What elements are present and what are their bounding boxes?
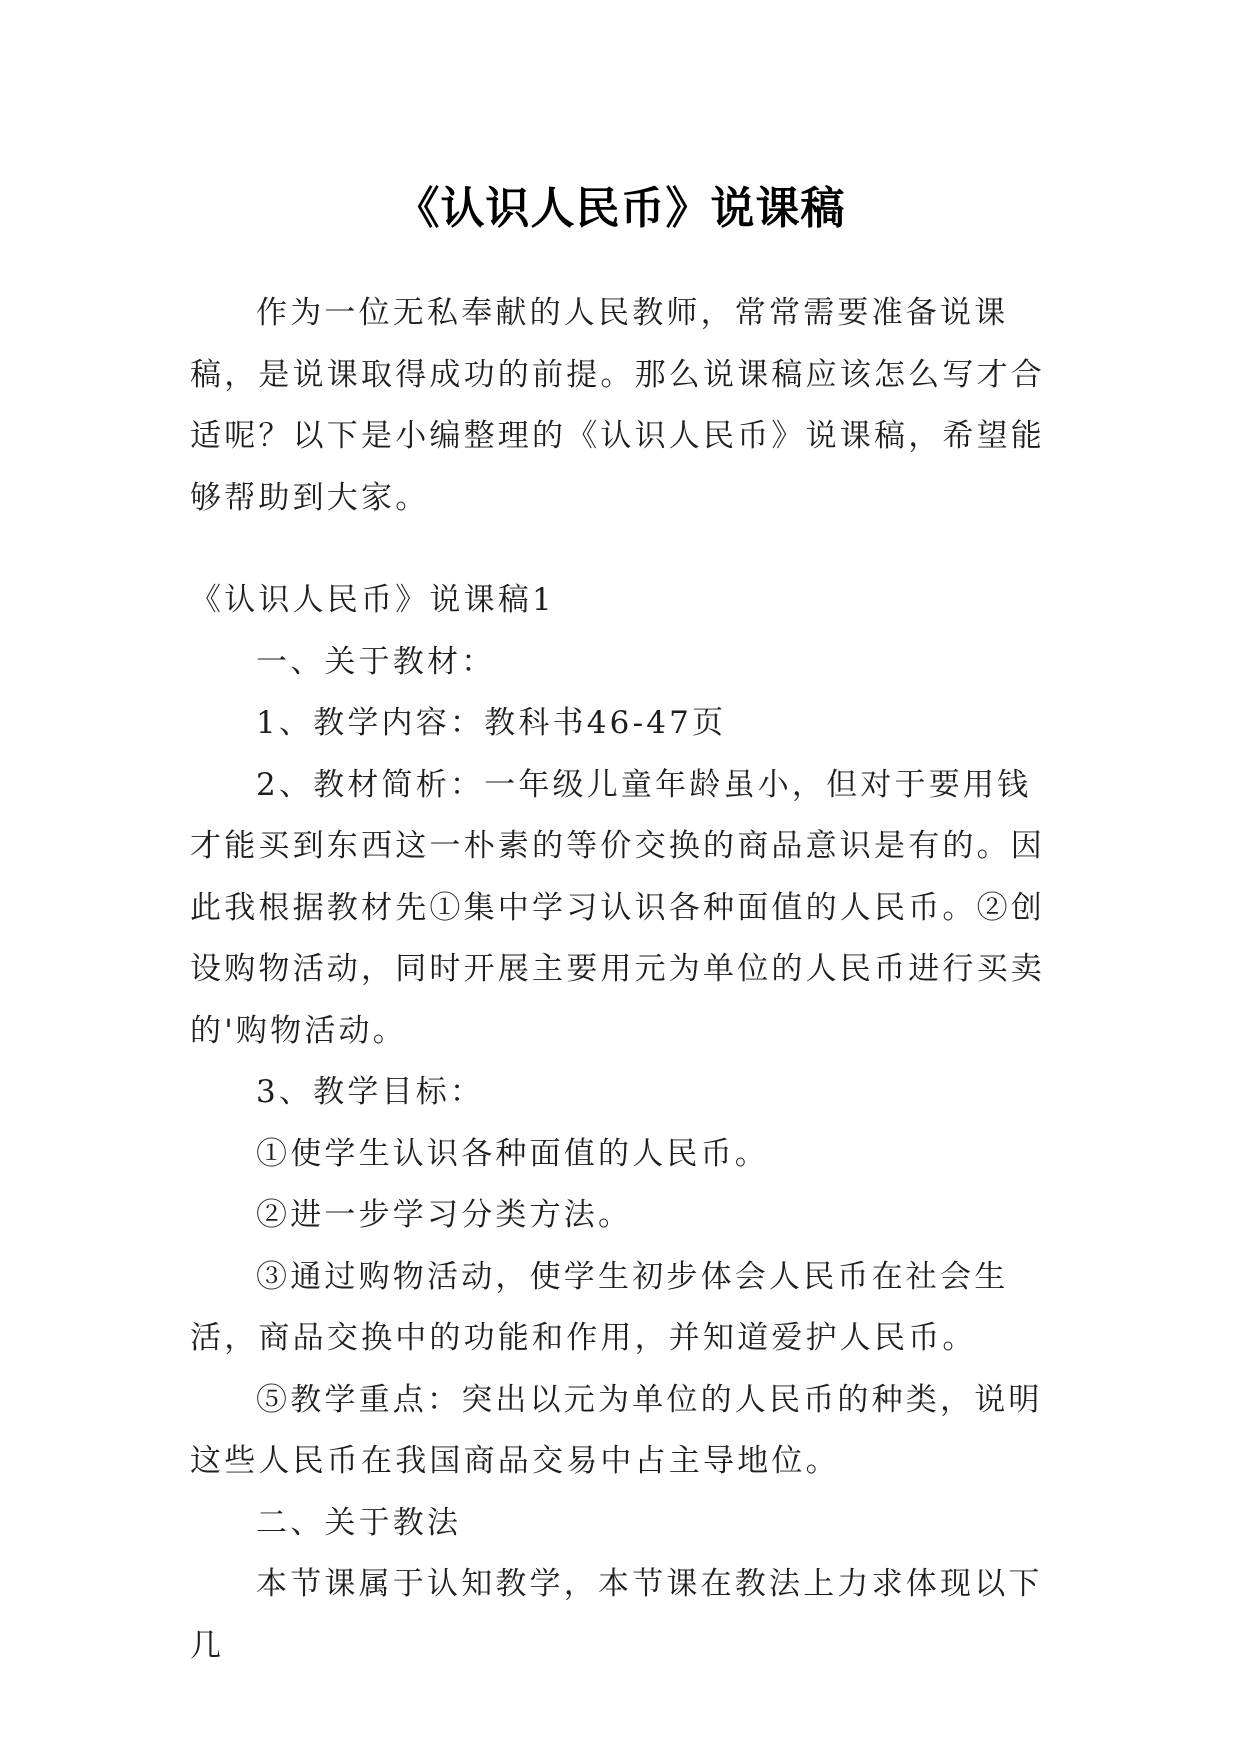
paragraph-goal-3: ③通过购物活动，使学生初步体会人民币在社会生活，商品交换中的功能和作用，并知道爱护人民币。 [190,1258,1009,1356]
paragraph-heading-textbook: 一、关于教材： [256,643,496,680]
document-title: 《认识人民币》说课稿 [395,183,846,235]
paragraph-teaching-goals: 3、教学目标： [256,1074,485,1110]
section-title: 《认识人民币》说课稿1 [190,582,555,618]
paragraph-teaching-content: 1、教学内容：教科书46-47页 [256,705,727,741]
intro-paragraph: 作为一位无私奉献的人民教师，常常需要准备说课稿，是说课取得成功的前提。那么说课稿应该怎么写才合适呢？以下是小编整理的《认识人民币》说课稿，希望能够帮助到大家。 [190,295,1045,516]
lesson-plan-body [190,570,1052,1677]
paragraph-key-point: ⑤教学重点：突出以元为单位的人民币的种类，说明这些人民币在我国商品交易中占主导地位。 [190,1381,1043,1479]
paragraph-goal-2: ②进一步学习分类方法。 [256,1197,633,1233]
paragraph-textbook-analysis: 2、教材简析：一年级儿童年龄虽小，但对于要用钱才能买到东西这一朴素的等价交换的商品意识是有的。因此我根据教材先①集中学习认识各种面值的人民币。②创设购物活动，同时开展主要用元为单位的人民币进行买卖的'购物活动。 [190,766,1045,1049]
paragraph-heading-method: 二、关于教法 [256,1504,462,1541]
paragraph-method-text: 本节课属于认知教学，本节课在教法上力求体现以下几 [190,1566,1043,1664]
paragraph-goal-1: ①使学生认识各种面值的人民币。 [256,1135,769,1172]
intro-block [190,283,1052,529]
